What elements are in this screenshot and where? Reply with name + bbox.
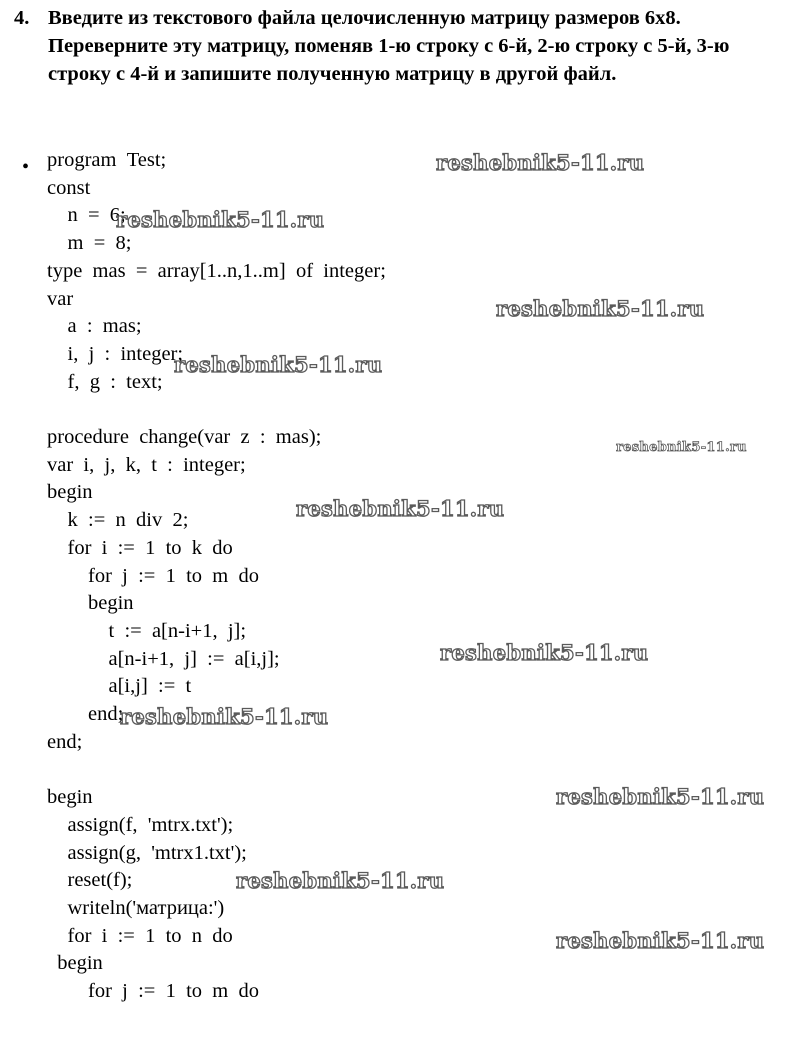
watermark-text: reshebnik5-11.ru [440,640,649,665]
code-line: procedure change(var z : mas); [47,426,322,448]
code-line: k := n div 2; [47,509,189,531]
code-line: assign(f, 'mtrx.txt'); [47,814,234,836]
code-line: program Test; [47,149,167,171]
watermark-text: reshebnik5-11.ru [236,868,445,893]
code-line: t := a[n-i+1, j]; [47,620,247,642]
watermark-text: reshebnik5-11.ru [556,784,765,809]
watermark-text: reshebnik5-11.ru [616,440,747,455]
code-line: begin [47,786,93,808]
code-line: type mas = array[1..n,1..m] of integer; [47,260,386,282]
code-line: n = 6; [47,204,126,226]
code-line: for i := 1 to n do [47,925,233,947]
code-line: end; [47,731,83,753]
code-line: a[n-i+1, j] := a[i,j]; [47,648,280,670]
code-line: writeln('матрица:') [47,897,225,919]
code-line: m = 8; [47,232,132,254]
task-number: 4. [14,7,30,29]
watermark-text: reshebnik5-11.ru [120,704,329,729]
list-bullet: • [22,156,30,178]
code-line: reset(f); [47,869,133,891]
code-line: for j := 1 to m do [47,565,259,587]
watermark-text: reshebnik5-11.ru [496,296,705,321]
code-line: var [47,288,74,310]
code-line: a : mas; [47,315,142,337]
watermark-text: reshebnik5-11.ru [116,207,325,232]
task-text: Введите из текстового файла целочисленную матрицу размеров 6х8. Переверните эту матрицу, поменяв 1-ю строку с 6-й, 2-ю строку с 5-й, 3-ю строку с 4-й и запишите полученную матрицу в другой файл. [48,7,730,85]
code-line: begin [47,481,93,503]
code-line: begin [47,952,103,974]
watermark-text: reshebnik5-11.ru [436,150,645,175]
watermark-text: reshebnik5-11.ru [296,496,505,521]
code-line: begin [47,592,134,614]
watermark-text: reshebnik5-11.ru [174,352,383,377]
code-line: for j := 1 to m do [47,980,259,1002]
code-line: assign(g, 'mtrx1.txt'); [47,842,247,864]
code-line: var i, j, k, t : integer; [47,454,246,476]
watermark-text: reshebnik5-11.ru [556,928,765,953]
code-line: i, j : integer; [47,343,184,365]
code-line: f, g : text; [47,371,163,393]
code-line: end; [47,703,124,725]
code-line: a[i,j] := t [47,675,192,697]
code-line: for i := 1 to k do [47,537,233,559]
code-line: const [47,177,91,199]
